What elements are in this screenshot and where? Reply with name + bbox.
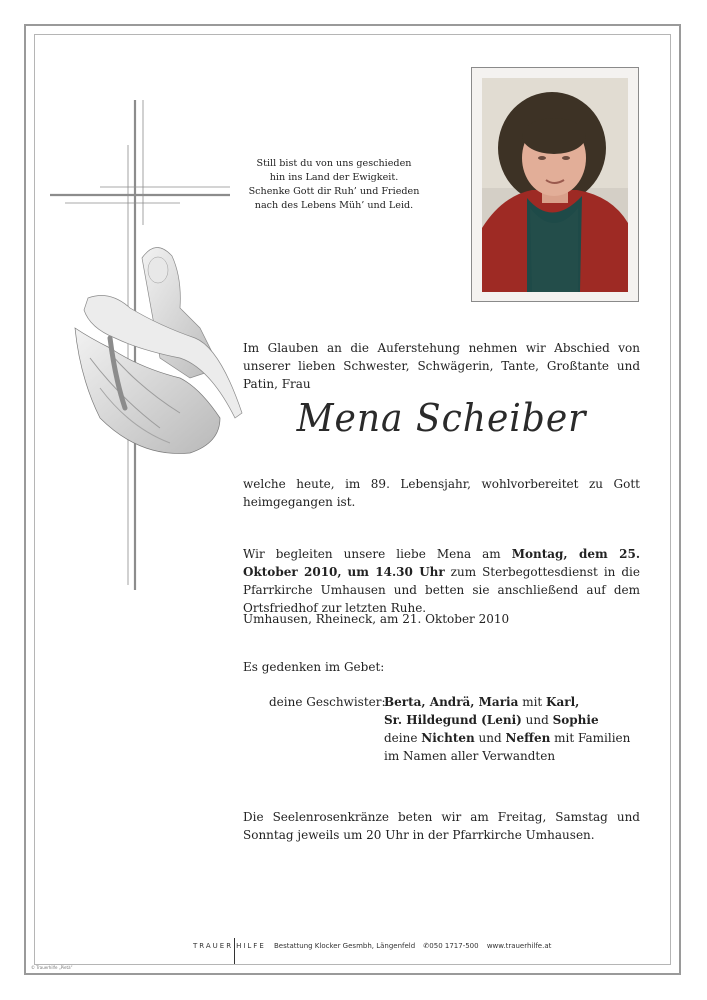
footer-phone: 050 1717-500 <box>429 942 479 950</box>
footer <box>193 942 551 968</box>
place-and-date: Umhausen, Rheineck, am 21. Oktober 2010 <box>243 612 510 626</box>
footer-company: Bestattung Klocker Gesmbh, Längenfeld <box>273 942 416 950</box>
phone-icon: ✆ <box>423 942 430 950</box>
relative-name: Karl, <box>546 695 580 709</box>
relatives-line: im Namen aller Verwandten <box>384 749 556 763</box>
relatives-line <box>384 711 644 729</box>
relative-name: Nichten <box>421 731 475 745</box>
rosary-info: Die Seelenrosenkränze beten wir am Freitag, Samstag und Sonntag jeweils um 20 Uhr in der Pfarrkirche Umhausen. <box>243 810 640 842</box>
logo-text-right: HILFE <box>236 942 266 950</box>
footer-website[interactable]: www.trauerhilfe.at <box>486 942 552 950</box>
ceremony-date: Montag, dem 25. Oktober 2010, <box>243 547 640 579</box>
memorial-verse <box>244 157 424 213</box>
ceremony-text: zum Sterbegottesdienst in die Pfarrkirche Umhausen und betten sie anschließend auf dem Ortsfriedhof zur letzten Ruhe. <box>243 565 640 615</box>
relative-text: und <box>521 713 553 727</box>
logo-cross-mark <box>234 938 235 964</box>
portrait-photo <box>482 78 628 292</box>
ceremony-time: um 14.30 Uhr <box>347 565 445 579</box>
ceremony-info <box>243 545 640 617</box>
verse-line: Schenke Gott dir Ruh’ und Frieden <box>248 186 420 197</box>
remember-heading: Es gedenken im Gebet: <box>243 660 385 674</box>
verse-line: Still bist du von uns geschieden <box>256 158 412 169</box>
logo-text-left: TRAUER <box>193 942 234 950</box>
trauerhilfe-logo <box>193 942 266 950</box>
relative-name: Berta, Andrä, Maria <box>384 695 519 709</box>
relative-name: Sr. Hildegund (Leni) <box>384 713 522 727</box>
relative-name: Neffen <box>505 731 551 745</box>
relative-text: mit Familien <box>550 731 631 745</box>
relatives-line <box>384 693 644 711</box>
copyright: © Trauerhilfe „Pietà“ <box>31 965 73 970</box>
ceremony-text: Wir begleiten unsere liebe Mena am <box>243 547 512 561</box>
relative-text: deine <box>384 731 422 745</box>
relative-name: Sophie <box>552 713 599 727</box>
relatives-label: deine Geschwister: <box>269 695 386 709</box>
relatives-names <box>384 693 644 765</box>
death-notice: welche heute, im 89. Lebensjahr, wohlvorbereitet zu Gott heimgegangen ist. <box>243 477 640 509</box>
pieta-sculpture <box>70 238 248 463</box>
intro-text: Im Glauben an die Auferstehung nehmen wir Abschied von unserer lieben Schwester, Schwägerin, Tante, Großtante und Patin, Frau <box>243 341 640 391</box>
verse-line: nach des Lebens Müh’ und Leid. <box>254 200 414 211</box>
relative-text: und <box>474 731 506 745</box>
verse-line: hin ins Land der Ewigkeit. <box>269 172 399 183</box>
relative-text: mit <box>518 695 547 709</box>
deceased-name: Mena Scheiber <box>296 396 587 440</box>
relatives-line <box>384 729 644 747</box>
